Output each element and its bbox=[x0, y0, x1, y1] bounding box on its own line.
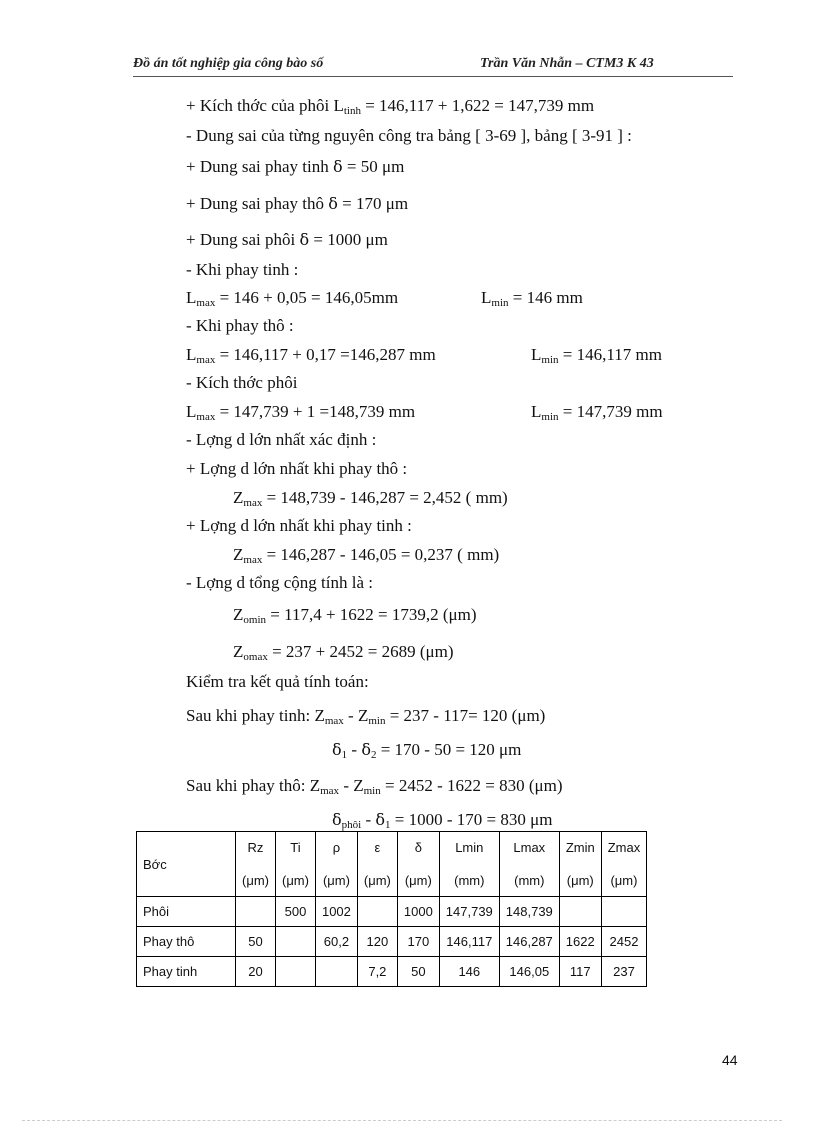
header-right: Trần Văn Nhẫn – CTM3 K 43 bbox=[480, 56, 654, 71]
page-header bbox=[133, 56, 733, 76]
line-dung-sai-phay-tinh: + Dung sai phay tinh δ = 50 μm bbox=[186, 157, 405, 176]
line-delta-tho: $\delta_{phôi} - \delta_1 = 1000 - 170 = 830$ μm bbox=[332, 810, 553, 831]
line-dung-sai-phay-tho: + Dung sai phay thô δ = 170 μm bbox=[186, 194, 409, 213]
line-dung-sai-phoi: + Dung sai phôi δ = 1000 μm bbox=[186, 230, 388, 249]
line-kiem-tra: Kiểm tra kết quả tính toán: bbox=[186, 672, 369, 691]
line-phoi-lmax: $L_{max} = 147,739 + 1 =148,739$ mm bbox=[186, 402, 416, 423]
header-cell: Lmax (mm) bbox=[499, 832, 559, 897]
footer-rule bbox=[22, 1120, 782, 1121]
line-kich-thuoc-phoi: + Kích thớc của phôi $L_{tinh} = 146,117 + 1,622 = 147,739$ mm bbox=[186, 96, 595, 117]
table-row: Phay thô 50 60,2 120 170 146,117 146,287 1622 2452 bbox=[137, 927, 647, 957]
header-cell: Ti (μm) bbox=[275, 832, 315, 897]
line-sau-phay-tho: Sau khi phay thô: $Z_{max} - Z_{min} = 2452 - 1622 = 830$ (μm) bbox=[186, 776, 563, 797]
page-number: 44 bbox=[722, 1052, 738, 1068]
header-cell: Rz (μm) bbox=[236, 832, 276, 897]
line-tho-lmin: $L_{min} = 146,117$ mm bbox=[531, 345, 662, 366]
line-luong-du-lon-nhat: - Lợng d lớn nhất xác định : bbox=[186, 430, 377, 449]
header-cell: Zmax (μm) bbox=[601, 832, 647, 897]
line-luong-du-tong: - Lợng d tổng cộng tính là : bbox=[186, 573, 373, 592]
allowance-table bbox=[136, 831, 647, 987]
line-zmax-tinh: $Z_{max} = 146,287 - 146,05 = 0,237$ ( mm) bbox=[233, 545, 500, 566]
table-row: Phay tinh 20 7,2 50 146 146,05 117 237 bbox=[137, 957, 647, 987]
header-cell: ε (μm) bbox=[357, 832, 397, 897]
header-cell: Lmin (mm) bbox=[439, 832, 499, 897]
line-luong-du-phay-tho: + Lợng d lớn nhất khi phay thô : bbox=[186, 459, 408, 478]
line-sau-phay-tinh: Sau khi phay tinh: $Z_{max} - Z_{min} = 237 - 117= 120$ (μm) bbox=[186, 706, 546, 727]
line-tinh-lmin: $L_{min} = 146$ mm bbox=[481, 288, 583, 309]
line-zomax: $Z_{omax} = 237 + 2452 = 2689$ (μm) bbox=[233, 642, 454, 663]
line-khi-phay-tinh: - Khi phay tinh : bbox=[186, 260, 299, 279]
header-cell: Zmin (μm) bbox=[559, 832, 601, 897]
header-left: Đồ án tốt nghiệp gia công bào số bbox=[133, 56, 324, 71]
line-zomin: $Z_{omin} = 117,4 + 1622 = 1739,2$ (μm) bbox=[233, 605, 477, 626]
line-zmax-tho: $Z_{max} = 148,739 - 146,287 = 2,452$ ( mm) bbox=[233, 488, 508, 509]
line-phoi-lmin: $L_{min} = 147,739$ mm bbox=[531, 402, 663, 423]
table-row: Phôi 500 1002 1000 147,739 148,739 bbox=[137, 897, 647, 927]
header-rule bbox=[133, 76, 733, 77]
line-delta-tinh: $\delta_1 - \delta_2 = 170 - 50 = 120$ μm bbox=[332, 740, 522, 761]
line-khi-phay-tho: - Khi phay thô : bbox=[186, 316, 294, 335]
line-luong-du-phay-tinh: + Lợng d lớn nhất khi phay tinh : bbox=[186, 516, 412, 535]
line-tinh-lmax: $L_{max} = 146 + 0,05 = 146,05mm$ bbox=[186, 288, 399, 309]
line-tho-lmax: $L_{max} = 146,117 + 0,17 =146,287$ mm bbox=[186, 345, 436, 366]
header-cell: Bớc bbox=[137, 832, 236, 897]
header-cell: δ (μm) bbox=[397, 832, 439, 897]
header-cell: ρ (μm) bbox=[315, 832, 357, 897]
line-dung-sai: - Dung sai của từng nguyên công tra bảng [ 3-69 ], bảng [ 3-91 ] : bbox=[186, 126, 632, 145]
table-header-row bbox=[137, 832, 647, 897]
line-kich-thuoc-phoi-2: - Kích thớc phôi bbox=[186, 373, 298, 392]
